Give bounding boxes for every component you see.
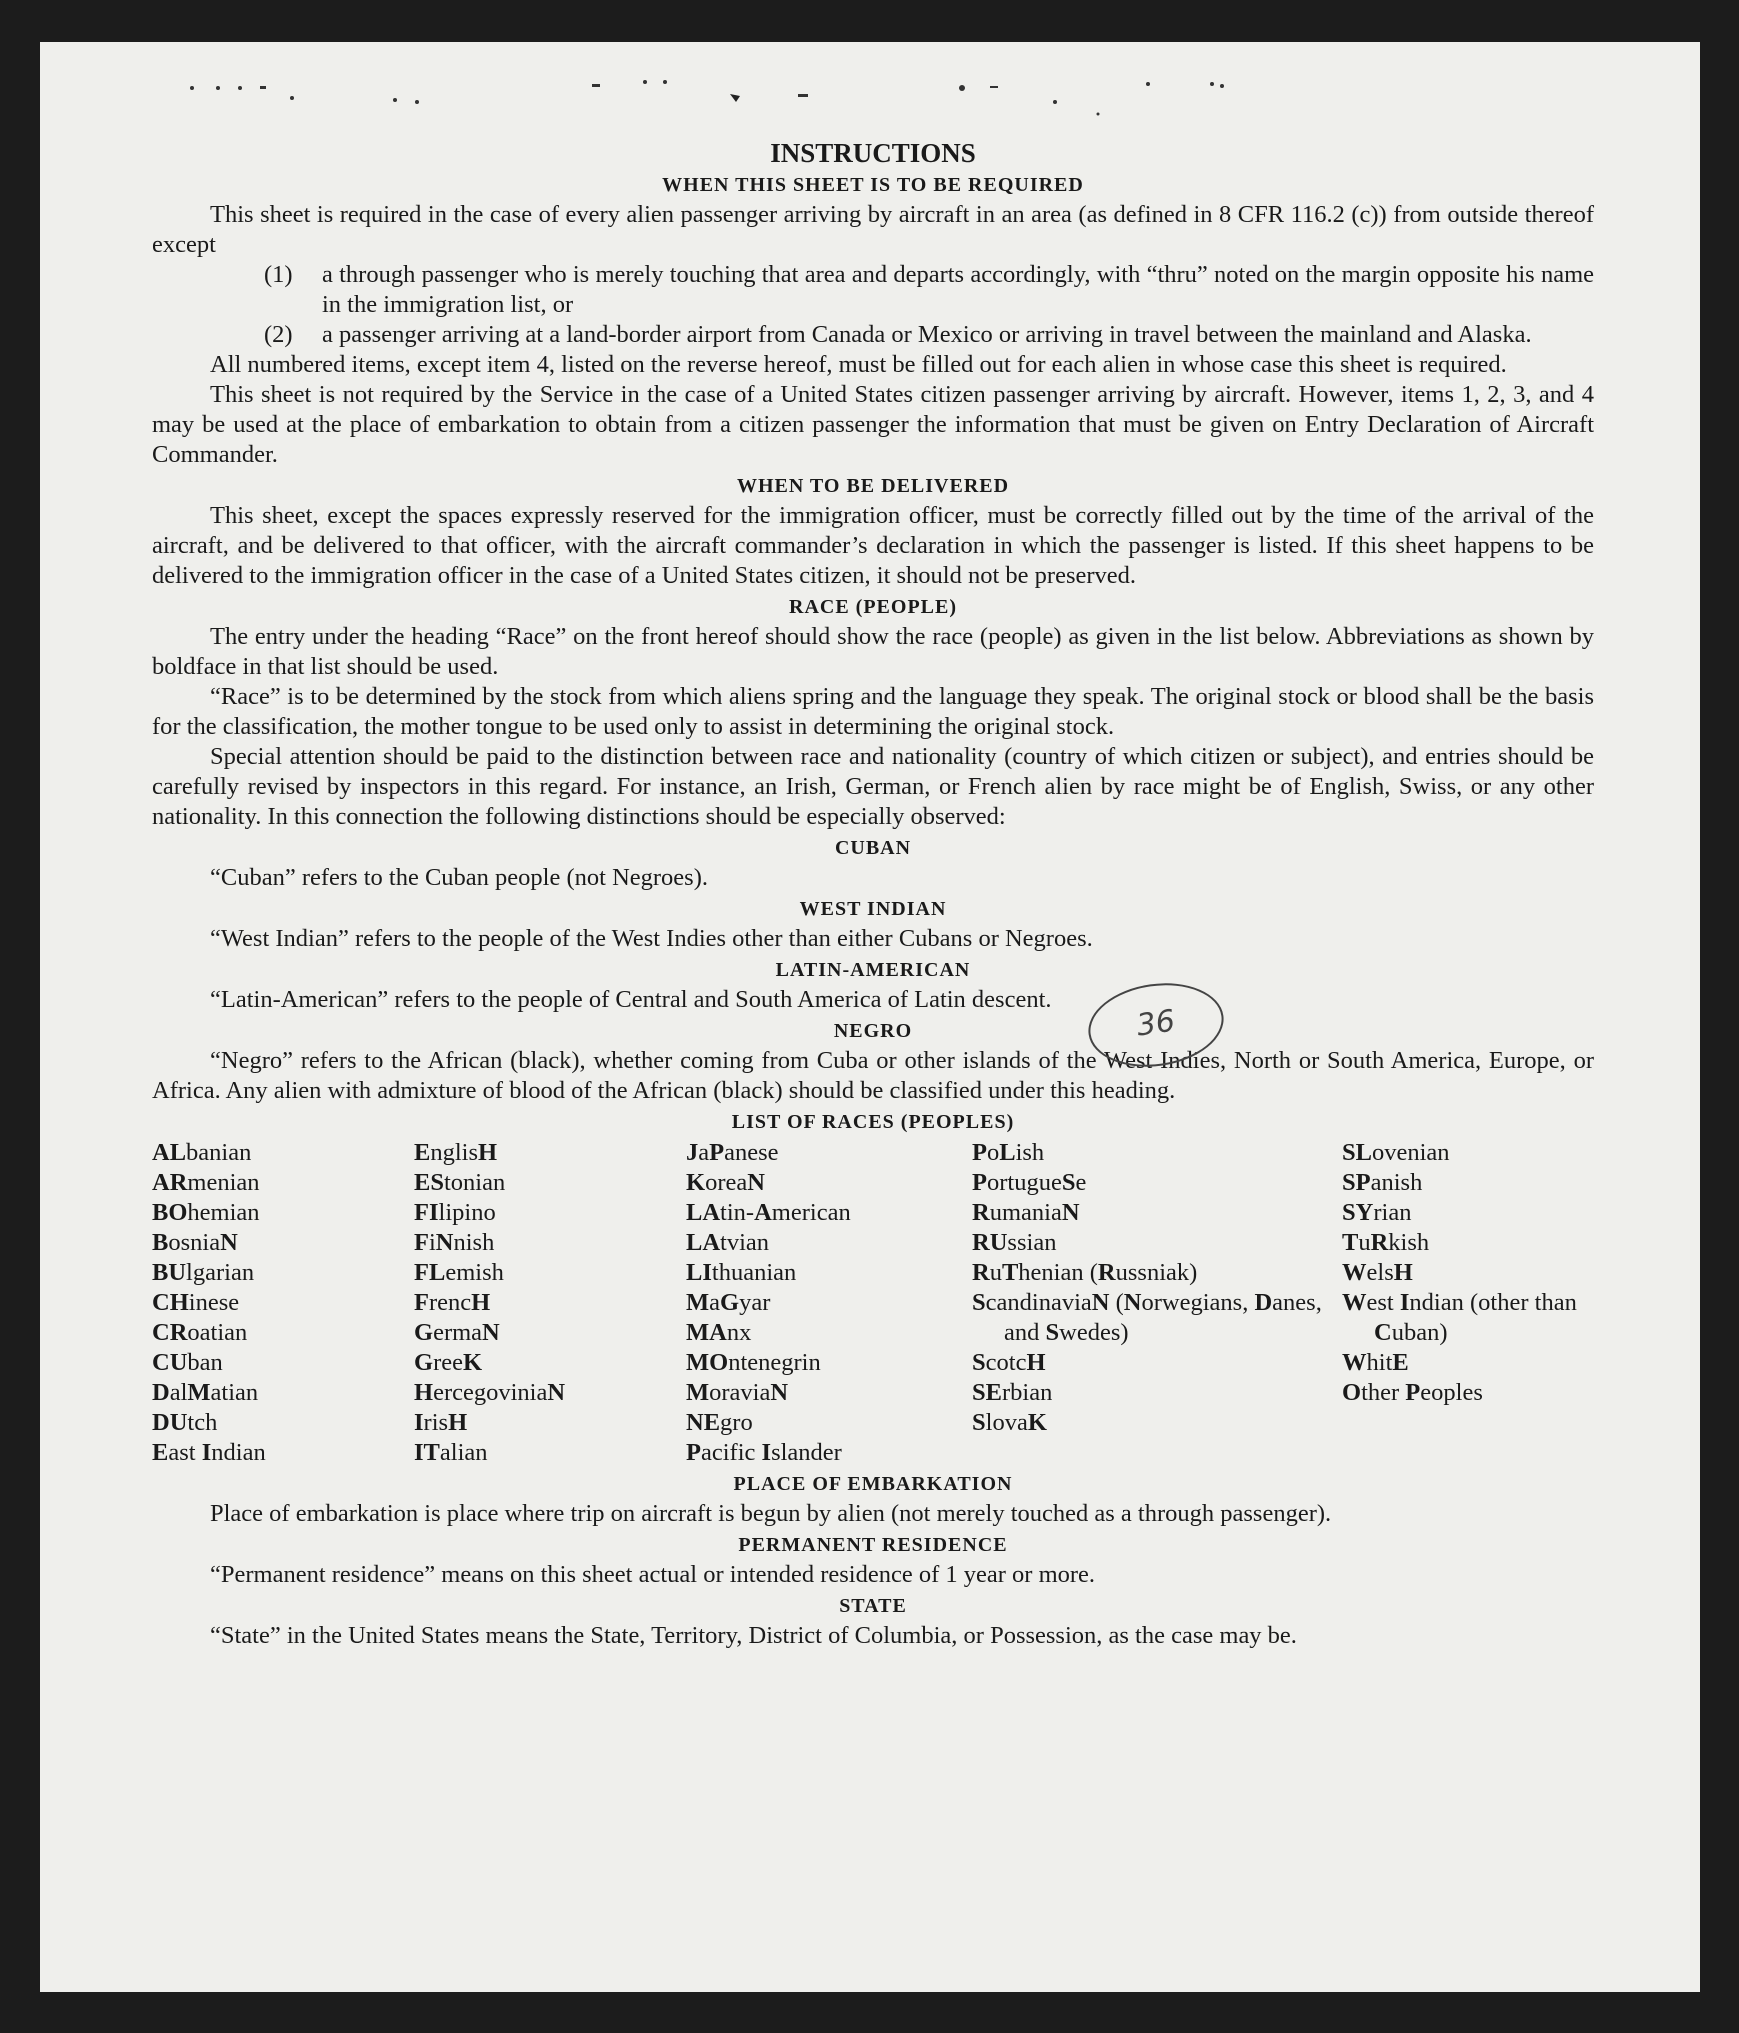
race-entry: FrencH — [414, 1289, 491, 1316]
handwritten-circled-number: 36 — [1083, 975, 1229, 1075]
race-entry: MAnx — [686, 1319, 752, 1346]
when-required-para-2: All numbered items, except item 4, listed on the reverse hereof, must be filled out for each alien in whose case this sheet is required. — [210, 351, 1507, 378]
exception-item-number: (1) — [264, 261, 293, 288]
race-entry: FiNnish — [414, 1229, 495, 1256]
race-entry: GreeK — [414, 1349, 483, 1376]
latin-american-text: “Latin-American” refers to the people of Central and South America of Latin descent. — [210, 986, 1052, 1013]
race-entry: ALbanian — [152, 1139, 252, 1166]
race-entry: RuThenian (Russniak) — [972, 1259, 1198, 1286]
heading-race: RACE (PEOPLE) — [789, 596, 957, 618]
race-entry: IrisH — [414, 1409, 468, 1436]
race-entry: PoLish — [972, 1139, 1045, 1166]
race-entry: FIlipino — [414, 1199, 496, 1226]
exception-item-number: (2) — [264, 321, 293, 348]
race-entry: JaPanese — [686, 1139, 779, 1166]
heading-west-indian: WEST INDIAN — [799, 898, 947, 920]
race-entry: KoreaN — [686, 1169, 765, 1196]
race-entry: LAtin-American — [686, 1199, 851, 1226]
race-entry: CUban — [152, 1349, 223, 1376]
race-entry: HercegoviniaN — [414, 1379, 566, 1406]
west-indian-text: “West Indian” refers to the people of the West Indies other than either Cubans or Negroes. — [210, 925, 1093, 952]
race-entry: Pacific Islander — [686, 1439, 842, 1466]
heading-cuban: CUBAN — [834, 837, 912, 859]
race-entry: BosniaN — [152, 1229, 238, 1256]
race-para-1: The entry under the heading “Race” on the front hereof should show the race (people) as given in the list below. Abbreviations as shown by boldface in that list should be used. — [152, 623, 1594, 680]
race-entry: ITalian — [414, 1439, 488, 1466]
race-entry: DUtch — [152, 1409, 218, 1436]
race-para-3: Special attention should be paid to the distinction between race and nationality (country of which citizen or subject), and entries should be carefully revised by inspectors in this regard. For instance, an Irish, German, or French alien by race might be of English, Swiss, or any other nationality. In this connection the following distinctions should be especially observed: — [152, 743, 1594, 830]
races-list — [152, 1138, 1594, 1468]
race-entry: NEgro — [686, 1409, 753, 1436]
race-entry: BOhemian — [152, 1199, 260, 1226]
heading-state: STATE — [839, 1595, 907, 1617]
when-required-para-3: This sheet is not required by the Service in the case of a United States citizen passenger arriving by aircraft. However, items 1, 2, 3, and 4 may be used at the place of embarkation to obtain from a citizen passenger the information that must be given on Entry Declaration of Aircraft Commander. — [152, 381, 1594, 468]
heading-when-delivered: WHEN TO BE DELIVERED — [736, 475, 1010, 497]
race-entry: PortugueSe — [972, 1169, 1087, 1196]
race-entry: GermaN — [414, 1319, 500, 1346]
scan-specks — [40, 42, 1700, 202]
race-entry: TuRkish — [1342, 1229, 1430, 1256]
race-entry: CRoatian — [152, 1319, 248, 1346]
race-entry: ScandinaviaN (Norwegians, Danes, and Swedes) — [972, 1289, 1322, 1346]
race-entry: EStonian — [414, 1169, 506, 1196]
race-entry: SPanish — [1342, 1169, 1423, 1196]
race-entry: SErbian — [972, 1379, 1053, 1406]
race-entry: MoraviaN — [686, 1379, 789, 1406]
race-entry: East Indian — [152, 1439, 266, 1466]
race-entry: RUssian — [972, 1229, 1057, 1256]
race-entry: FLemish — [414, 1259, 504, 1286]
race-entry: WhitE — [1342, 1349, 1409, 1376]
race-entry: MOntenegrin — [686, 1349, 821, 1376]
race-entry: West Indian (other than Cuban) — [1342, 1289, 1577, 1346]
place-of-embarkation-text: Place of embarkation is place where trip on aircraft is begun by alien (not merely touched as a through passenger). — [210, 1500, 1332, 1527]
races-column-3 — [686, 1138, 972, 1468]
heading-negro: NEGRO — [833, 1020, 913, 1042]
race-entry: WelsH — [1342, 1259, 1413, 1286]
cuban-text: “Cuban” refers to the Cuban people (not Negroes). — [210, 864, 708, 891]
race-entry: BUlgarian — [152, 1259, 255, 1286]
races-column-5 — [1342, 1138, 1612, 1468]
exception-item-1 — [152, 260, 1594, 320]
when-required-intro: This sheet is required in the case of every alien passenger arriving by aircraft in an area (as defined in 8 CFR 116.2 (c)) from outside thereof except — [152, 201, 1594, 258]
race-entry: Other Peoples — [1342, 1379, 1483, 1406]
race-entry: ScotcH — [972, 1349, 1046, 1376]
negro-text: “Negro” refers to the African (black), whether coming from Cuba or other islands of the West Indies, North or South America, Europe, or Africa. Any alien with admixture of blood of the African (black) should be classified under this heading. — [152, 1047, 1594, 1104]
page-title: INSTRUCTIONS — [770, 138, 976, 168]
races-column-4 — [972, 1138, 1342, 1468]
exception-item-text: a passenger arriving at a land-border airport from Canada or Mexico or arriving in travel between the mainland and Alaska. — [322, 321, 1532, 348]
heading-permanent-residence: PERMANENT RESIDENCE — [738, 1534, 1008, 1556]
race-entry: SlovaK — [972, 1409, 1047, 1436]
race-entry: CHinese — [152, 1289, 240, 1316]
document-page — [40, 42, 1700, 1992]
heading-latin-american: LATIN-AMERICAN — [775, 959, 971, 981]
heading-when-required: WHEN THIS SHEET IS TO BE REQUIRED — [662, 174, 1084, 196]
race-entry: LAtvian — [686, 1229, 770, 1256]
state-text: “State” in the United States means the State, Territory, District of Columbia, or Possession, as the case may be. — [210, 1622, 1297, 1649]
when-delivered-text: This sheet, except the spaces expressly reserved for the immigration officer, must be correctly filled out by the time of the arrival of the aircraft, and be delivered to that officer, with the aircraft commander’s declaration in which the passenger is listed. If this sheet happens to be delivered to the immigration officer in the case of a United States citizen, it should not be preserved. — [152, 502, 1594, 589]
race-entry: MaGyar — [686, 1289, 771, 1316]
race-entry: LIthuanian — [686, 1259, 797, 1286]
races-column-2 — [414, 1138, 686, 1468]
heading-place-of-embarkation: PLACE OF EMBARKATION — [733, 1473, 1013, 1495]
race-entry: EnglisH — [414, 1139, 498, 1166]
exception-item-text: a through passenger who is merely touching that area and departs accordingly, with “thru” noted on the margin opposite his name in the immigration list, or — [322, 261, 1594, 318]
race-para-2: “Race” is to be determined by the stock from which aliens spring and the language they speak. The original stock or blood shall be the basis for the classification, the mother tongue to be used only to assist in determining the original stock. — [152, 683, 1594, 740]
race-entry: RumaniaN — [972, 1199, 1080, 1226]
race-entry: SYrian — [1342, 1199, 1412, 1226]
exception-item-2 — [152, 320, 1594, 350]
race-entry: SLovenian — [1342, 1139, 1450, 1166]
races-column-1 — [152, 1138, 414, 1468]
heading-list-of-races: LIST OF RACES (PEOPLES) — [731, 1111, 1015, 1133]
race-entry: ARmenian — [152, 1169, 260, 1196]
race-entry: DalMatian — [152, 1379, 259, 1406]
permanent-residence-text: “Permanent residence” means on this sheet actual or intended residence of 1 year or more. — [210, 1561, 1096, 1588]
